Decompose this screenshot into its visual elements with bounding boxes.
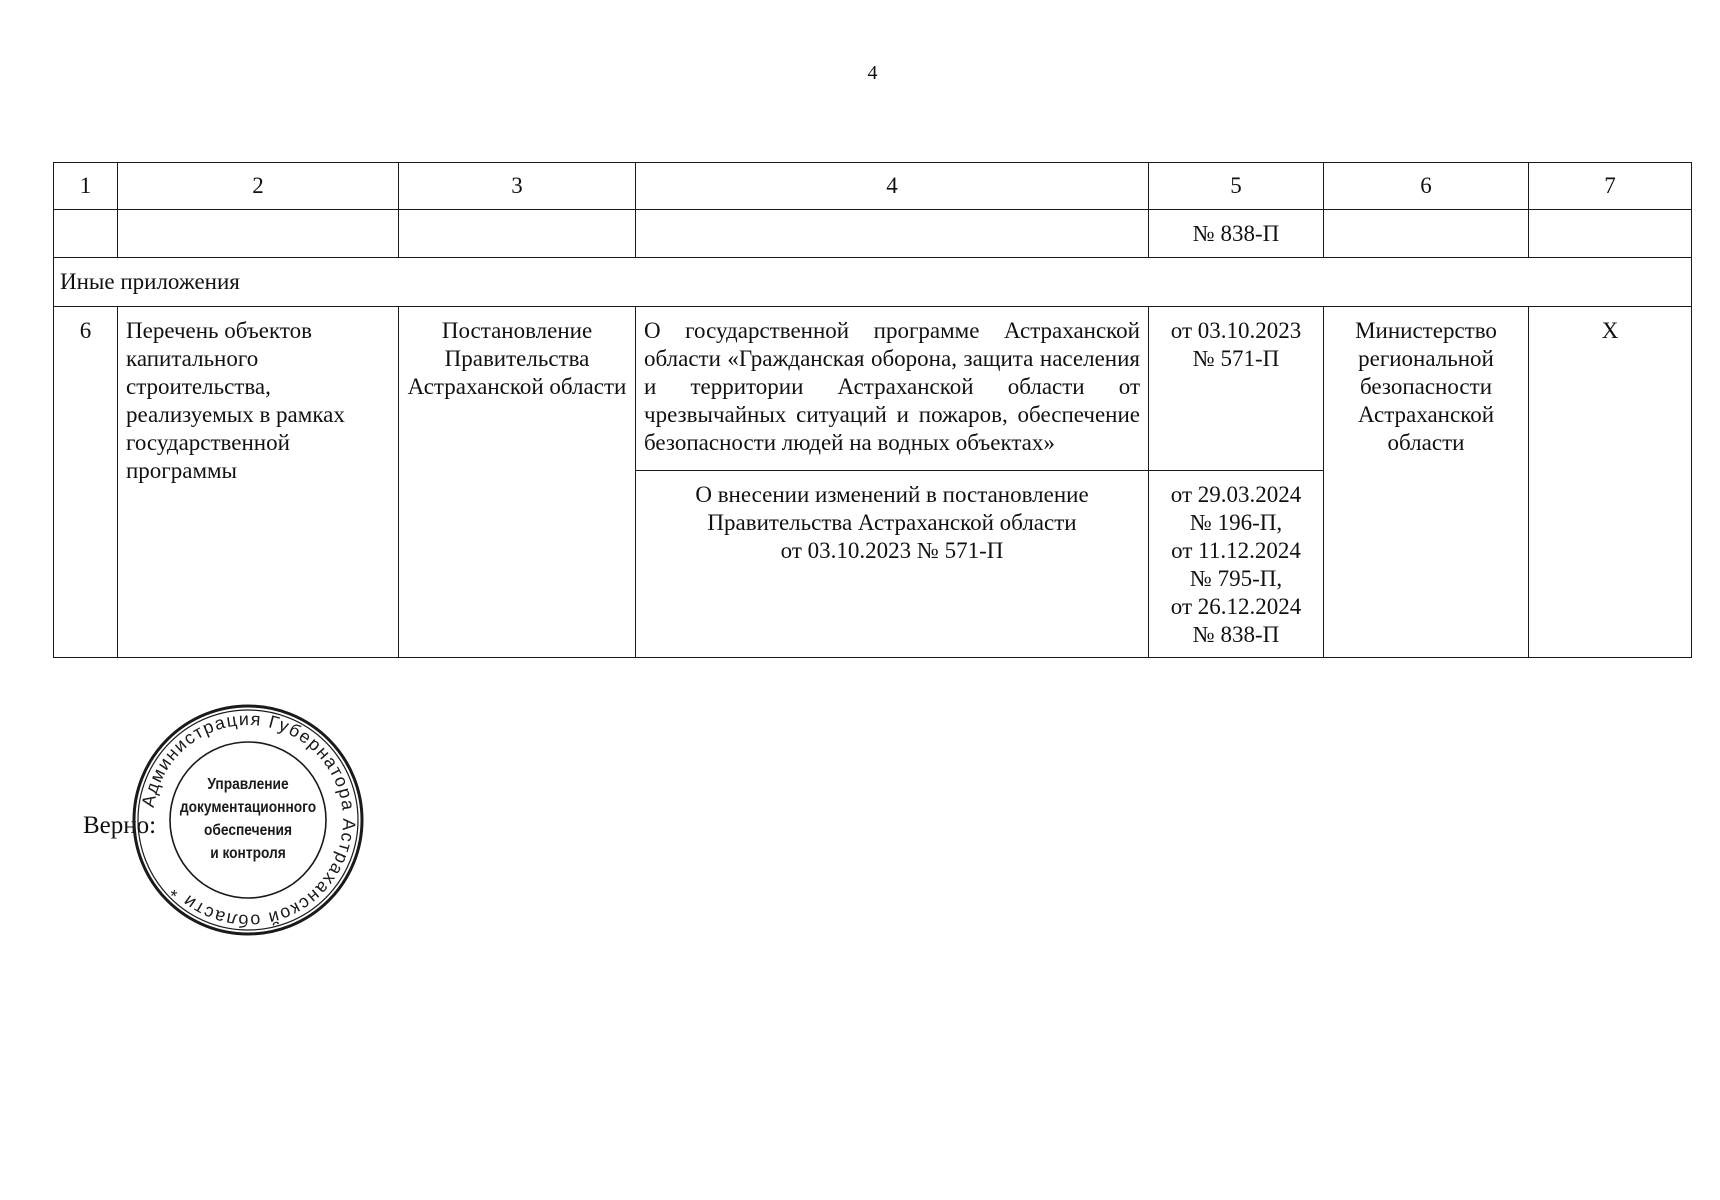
certification-label: Верно: [83, 812, 157, 839]
official-stamp [128, 700, 368, 940]
continuation-row [54, 210, 1692, 258]
document-2-dates [1149, 471, 1324, 658]
document-2-title-line: О внесении изменений в постановление Правительства Астраханской области [695, 482, 1089, 535]
header-cell: 3 [399, 163, 636, 210]
stamp-line: Управление [207, 775, 289, 794]
header-cell: 2 [118, 163, 399, 210]
table-row [54, 307, 1692, 471]
object-list-name: Перечень объектов капитального строительства, реализуемых в рамках государственной программы [118, 307, 399, 658]
section-row [54, 258, 1692, 307]
responsible-body: Министерство региональной безопасности Астраханской области [1324, 307, 1529, 658]
document-table [53, 162, 1692, 658]
date-line: № 196-П, [1189, 510, 1283, 535]
date-line: от 11.12.2024 [1171, 538, 1301, 563]
stamp-line: документационного [179, 798, 317, 817]
document-2-title-line: от 03.10.2023 № 571-П [780, 538, 1004, 563]
row-number: 6 [54, 307, 118, 658]
date-line: от 29.03.2024 [1170, 482, 1302, 507]
page-number: 4 [867, 62, 878, 84]
stamp-line: и контроля [210, 844, 286, 863]
document-type: Постановление Правительства Астраханской области [399, 307, 636, 658]
date-line: от 26.12.2024 [1170, 594, 1302, 619]
header-cell: 1 [54, 163, 118, 210]
stamp-inner-text [180, 775, 316, 862]
stamp-outer-ring [134, 706, 362, 934]
document-1-date-line: от 03.10.2023 [1170, 318, 1302, 343]
document-1-title: О государственной программе Астраханской области «Гражданская оборона, защита населения и территории Астраханской области от чрезвычайных ситуаций и пожаров, обеспечение безопасности людей на водных объектах» [636, 307, 1149, 471]
document-1-number-line: № 571-П [1192, 346, 1280, 371]
header-cell: 7 [1529, 163, 1692, 210]
continuation-number: № 838-П [1149, 210, 1324, 258]
table-header-row [54, 163, 1692, 210]
stamp-line: обеспечения [203, 821, 293, 840]
header-cell: 4 [636, 163, 1149, 210]
column-7-mark: Х [1529, 307, 1692, 658]
section-title: Иные приложения [54, 258, 1692, 307]
date-line: № 795-П, [1189, 566, 1283, 591]
header-cell: 6 [1324, 163, 1529, 210]
stamp-inner-ring [170, 742, 326, 898]
stamp-outer-text: Администрация Губернатора Астраханской области * [137, 708, 360, 932]
header-cell: 5 [1149, 163, 1324, 210]
document-1-date [1149, 307, 1324, 471]
document-2-title [636, 471, 1149, 658]
date-line: № 838-П [1192, 622, 1280, 647]
